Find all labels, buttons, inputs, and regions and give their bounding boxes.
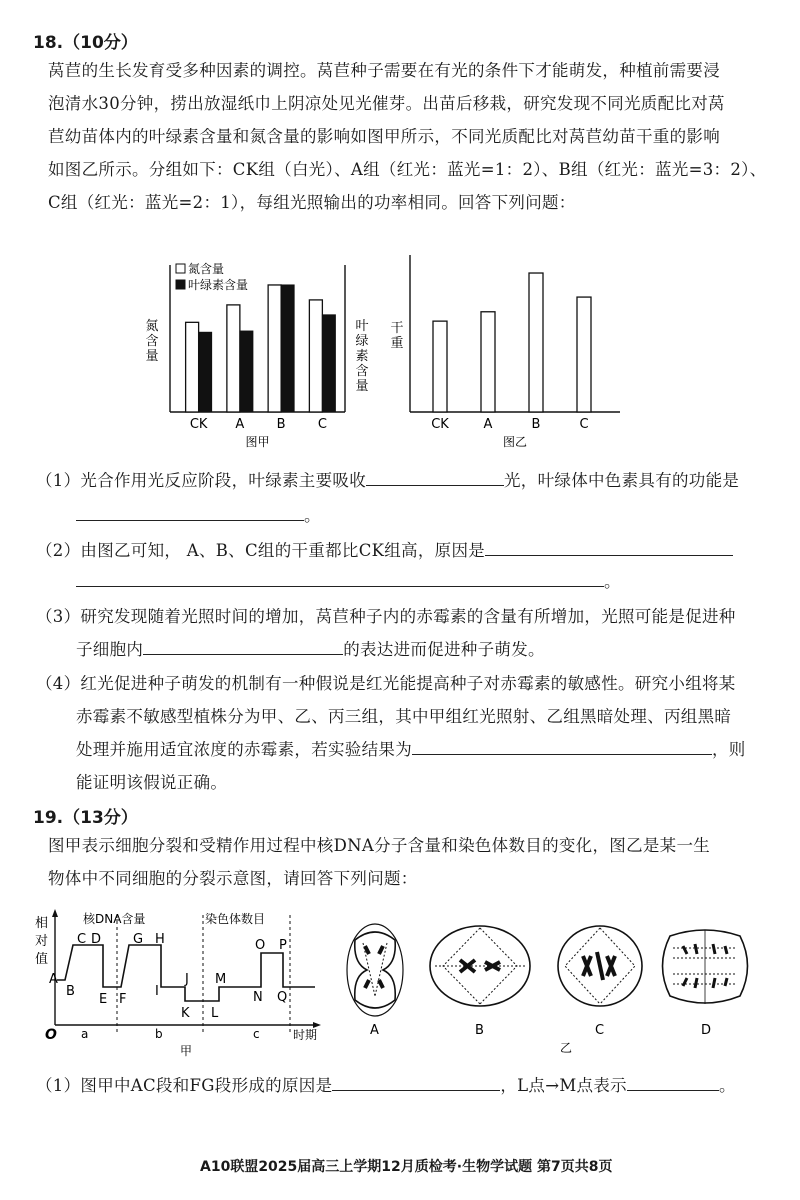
y-axis-label-left: 量 xyxy=(145,349,159,364)
q19-header: 19.（13分） xyxy=(33,808,138,828)
q18-sub2-text: （2）由图乙可知， A、B、C组的干重都比CK组高，原因是 xyxy=(36,541,486,560)
point-label: L xyxy=(211,1006,219,1021)
answer-blank[interactable] xyxy=(412,736,712,755)
stage-label: b xyxy=(155,1027,163,1041)
answer-blank[interactable] xyxy=(332,1072,500,1091)
point-label: F xyxy=(119,992,127,1007)
x-tick-label: B xyxy=(531,417,541,432)
figure-q19-jia xyxy=(25,905,330,1060)
legend-swatch xyxy=(176,264,185,273)
q19-sub1-text: ，L点→M点表示 xyxy=(500,1076,627,1095)
bar-dry-weight xyxy=(481,312,495,412)
q19-intro-line: 物体中不同细胞的分裂示意图，请回答下列问题： xyxy=(48,869,418,888)
q18-intro xyxy=(48,54,788,219)
yaxis-label-char: 对 xyxy=(35,934,49,949)
y-axis-label-right: 量 xyxy=(355,379,369,394)
y-axis-arrow xyxy=(52,909,58,917)
cell-b-diagram xyxy=(430,926,530,1038)
q19-sub1 xyxy=(36,1072,736,1096)
page-footer: A10联盟2025届高三上学期12月质检考·生物学试题 第7页共8页 xyxy=(200,1159,613,1175)
q18-sub3: （3）研究发现随着光照时间的增加，莴苣种子内的赤霉素的含量有所增加，光照可能是促进种 xyxy=(36,607,736,626)
yaxis-label-char: 相 xyxy=(35,916,49,931)
q18-sub4-line3 xyxy=(76,736,746,760)
point-label: H xyxy=(155,932,165,947)
cell-label: D xyxy=(701,1023,712,1038)
q18-sub4-text: 处理并施用适宜浓度的赤霉素，若实验结果为 xyxy=(76,740,412,759)
q18-sub2-end: 。 xyxy=(604,572,621,591)
q18-intro-line: 泡清水30分钟，捞出放湿纸巾上阴凉处见光催芽。出苗后移栽，研究发现不同光质配比对莴 xyxy=(48,94,725,113)
point-label: E xyxy=(99,992,108,1007)
y-axis-label: 重 xyxy=(390,336,404,351)
q19-sub1-text: （1）图甲中AC段和FG段形成的原因是 xyxy=(36,1076,333,1095)
q18-sub1-text: （1）光合作用光反应阶段，叶绿素主要吸收 xyxy=(36,471,366,490)
q18-sub1 xyxy=(36,467,739,491)
q19-sub1-end: 。 xyxy=(718,1076,736,1095)
q18-sub1-cont xyxy=(76,502,321,526)
q18-sub3-text: 的表达进而促进种子萌发。 xyxy=(343,640,545,659)
x-tick-label: A xyxy=(483,417,493,432)
q18-header: 18.（10分） xyxy=(33,33,138,53)
yaxis-label-char: 值 xyxy=(35,952,49,967)
figure-jia xyxy=(140,250,380,460)
q18-sub3-text: 子细胞内 xyxy=(76,640,144,659)
cell-label: B xyxy=(475,1023,484,1038)
x-tick-label: A xyxy=(235,417,245,432)
chart-caption: 图乙 xyxy=(502,435,528,449)
cell-label: C xyxy=(595,1023,605,1038)
q18-intro-line: 莴苣的生长发育受多种因素的调控。莴苣种子需要在有光的条件下才能萌发，种植前需要浸 xyxy=(48,61,720,80)
answer-blank[interactable] xyxy=(627,1072,719,1091)
q19-intro-line: 图甲表示细胞分裂和受精作用过程中核DNA分子含量和染色体数目的变化，图乙是某一生 xyxy=(48,836,711,855)
x-tick-label: CK xyxy=(431,417,449,432)
q18-sub2-cont xyxy=(76,568,621,592)
stage-label: c xyxy=(253,1027,260,1041)
point-label: K xyxy=(181,1006,190,1021)
q18-sub3-cont xyxy=(76,636,545,660)
y-axis-label-left: 氮 xyxy=(145,319,159,334)
y-axis-label-right: 素 xyxy=(355,349,369,364)
figure-yi xyxy=(385,250,625,460)
q19-intro xyxy=(48,829,788,895)
y-axis-label-right: 叶 xyxy=(355,319,369,334)
answer-blank[interactable] xyxy=(76,568,604,587)
stage-label: a xyxy=(81,1027,89,1041)
chart-caption: 图甲 xyxy=(245,435,270,449)
answer-blank[interactable] xyxy=(143,636,343,655)
bar-nitrogen xyxy=(268,285,281,412)
answer-blank[interactable] xyxy=(485,537,733,556)
q18-sub4-line4: 能证明该假说正确。 xyxy=(76,773,228,792)
q18-intro-line: 如图乙所示。分组如下：CK组（白光）、A组（红光：蓝光=1：2）、B组（红光：蓝光=3：2）、 xyxy=(48,160,767,179)
figure-caption: 甲 xyxy=(180,1044,193,1058)
q18-intro-line: C组（红光：蓝光=2：1），每组光照输出的功率相同。回答下列问题： xyxy=(48,193,576,212)
q18-sub4: （4）红光促进种子萌发的机制有一种假说是红光能提高种子对赤霉素的敏感性。研究小组将某 xyxy=(36,674,736,693)
q18-sub1-text: 光，叶绿体中色素具有的功能是 xyxy=(504,471,740,490)
y-axis-label: 干 xyxy=(390,321,404,336)
bar-chlorophyll xyxy=(199,332,212,412)
x-tick-label: B xyxy=(276,417,286,432)
q18-intro-line: 苣幼苗体内的叶绿素含量和氮含量的影响如图甲所示，不同光质配比对莴苣幼苗干重的影响 xyxy=(48,127,720,146)
y-axis-label-right: 含 xyxy=(355,364,369,379)
figure-caption: 乙 xyxy=(560,1041,573,1055)
xaxis-label: 时期 xyxy=(293,1028,318,1042)
q18-sub2 xyxy=(36,537,733,561)
cell-label: A xyxy=(370,1023,379,1038)
point-label: B xyxy=(66,984,75,999)
cell-d-diagram xyxy=(663,930,748,1038)
x-tick-label: C xyxy=(317,417,327,432)
dna-label: 核DNA含量 xyxy=(83,912,146,926)
bar-dry-weight xyxy=(529,273,543,412)
legend-label: 叶绿素含量 xyxy=(188,278,249,292)
figure-q19-yi xyxy=(335,918,785,1058)
point-label: N xyxy=(253,990,263,1005)
bar-chlorophyll xyxy=(322,315,335,412)
x-tick-label: CK xyxy=(189,417,208,432)
x-tick-label: C xyxy=(579,417,589,432)
y-axis-label-left: 含 xyxy=(145,334,159,349)
bar-chlorophyll xyxy=(240,331,253,412)
bar-chlorophyll xyxy=(281,285,294,412)
answer-blank[interactable] xyxy=(366,467,504,486)
point-label: D xyxy=(91,932,102,947)
point-label: A xyxy=(49,972,58,987)
point-label: Q xyxy=(277,990,288,1005)
point-label: I xyxy=(155,984,159,999)
bar-nitrogen xyxy=(186,322,199,412)
bar-dry-weight xyxy=(433,321,447,412)
origin-label: O xyxy=(45,1027,57,1043)
cell-c-diagram xyxy=(558,926,642,1038)
answer-blank[interactable] xyxy=(76,502,304,521)
bar-nitrogen xyxy=(309,300,322,412)
point-label: C xyxy=(77,932,87,947)
y-axis-label-right: 绿 xyxy=(355,334,369,349)
point-label: O xyxy=(255,938,266,953)
point-label: M xyxy=(215,972,227,987)
q18-sub4-line2: 赤霉素不敏感型植株分为甲、乙、丙三组，其中甲组红光照射、乙组黑暗处理、丙组黑暗 xyxy=(76,707,732,726)
chromosome-label: 染色体数目 xyxy=(205,912,266,926)
bar-dry-weight xyxy=(577,297,591,412)
point-label: G xyxy=(133,932,144,947)
q18-sub1-end: 。 xyxy=(304,506,321,525)
bar-nitrogen xyxy=(227,305,240,412)
cell-a-diagram xyxy=(347,924,403,1038)
point-label: J xyxy=(185,972,189,987)
legend-label: 氮含量 xyxy=(188,262,225,276)
point-label: P xyxy=(279,938,287,953)
legend-swatch xyxy=(176,280,185,289)
q18-sub4-text: ，则 xyxy=(712,740,746,759)
